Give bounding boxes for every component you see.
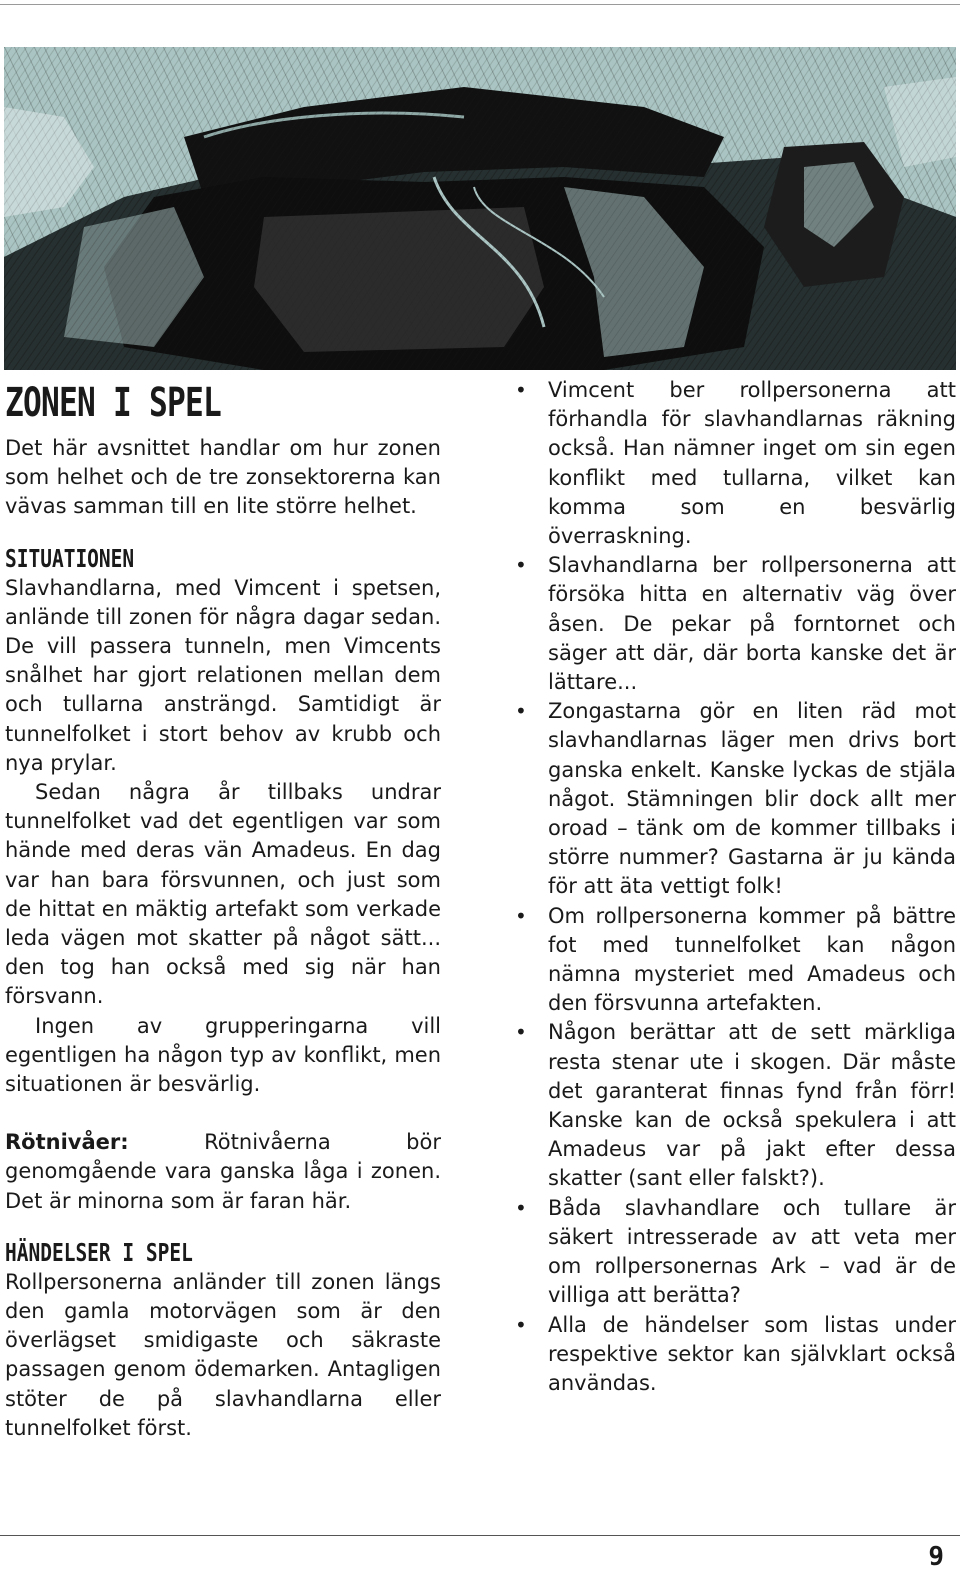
- situation-paragraph: Sedan några år tillbaks undrar tunnelfolket vad det egentligen var som hände med deras vän Amadeus. En dag var han bara försvunnen, och just som de hittat en mäktig artefakt som verkade leda vägen mot skatter på något sätt... den tog han också med sig när han försvann.: [5, 780, 441, 1009]
- right-column: [515, 376, 956, 1398]
- top-rule: [0, 4, 960, 5]
- page-number: 9: [928, 1542, 944, 1572]
- list-item: • Alla de händelser som listas under respektive sektor kan självklart också användas.: [515, 1311, 956, 1399]
- intro-paragraph: Det här avsnittet handlar om hur zonen som helhet och de tre zonsektorerna kan vävas samman till en lite större helhet.: [5, 436, 441, 519]
- events-paragraph: Rollpersonerna anländer till zonen längs den gamla motorvägen som är den överlägset smidigaste och säkraste passagen genom ödemarken. Antagligen stöter de på slavhandlarna eller tunnelfolket först.: [5, 1269, 441, 1440]
- event-list: [515, 376, 956, 1398]
- list-item: • Zongastarna gör en liten räd mot slavhandlarnas läger men drivs bort ganska enkelt. Kanske lyckas de stjäla något. Stämningen blir dock allt mer oroad – tänk om de kommer tillbaks i större nummer? Gastarna är ju kända för att äta vettigt folk!: [515, 697, 956, 901]
- list-item: • Vimcent ber rollpersonerna att förhandla för slavhandlarnas räkning också. Han nämner inget om sin egen konflikt med tullarna, vilket kan komma som en besvärlig överraskning.: [515, 376, 956, 551]
- page-title: ZONEN I SPEL: [5, 380, 222, 426]
- situation-paragraph: Slavhandlarna, med Vimcent i spetsen, anlände till zonen för några dagar sedan. De vill passera tunneln, men Vimcents snålhet har gjort relationen mellan dem och tullarna ansträngd. Samtidigt är tunnelfolket i stort behov av krubb och nya prylar.: [5, 575, 441, 775]
- events-heading: HÄNDELSER I SPEL: [5, 1237, 193, 1267]
- list-item: • Slavhandlarna ber rollpersonerna att försöka hitta en alternativ väg över åsen. De pekar på forntornet och säger att där, där borta kanske det är lättare...: [515, 551, 956, 697]
- footer-rule: [0, 1535, 960, 1536]
- situation-paragraph: Ingen av grupperingarna vill egentligen ha någon typ av konflikt, men situationen är besvärlig.: [5, 1013, 441, 1097]
- list-item: • Om rollpersonerna kommer på bättre fot med tunnelfolket kan någon nämna mysteriet med Amadeus och den försvunna artefakten.: [515, 902, 956, 1019]
- wrecked-vehicle-illustration: [4, 47, 956, 370]
- rot-level-text: Rötnivåerna bör genomgående vara ganska låga i zonen. Det är minorna som är faran här.: [5, 1130, 441, 1213]
- left-column: [5, 376, 441, 1443]
- rot-level-label: Rötnivåer:: [5, 1130, 129, 1155]
- rot-level-paragraph: [5, 1128, 441, 1216]
- list-item: • Någon berättar att de sett märkliga resta stenar ute i skogen. Där måste det garanterat finnas fynd från förr! Kanske kan de också spekulera i att Amadeus var på jakt efter dessa skatter (sant eller falskt?).: [515, 1018, 956, 1193]
- list-item: • Båda slavhandlare och tullare är säkert intresserade av att veta mer om rollpersonernas Ark – vad är de villiga att berätta?: [515, 1194, 956, 1311]
- situation-heading: SITUATIONEN: [5, 543, 135, 573]
